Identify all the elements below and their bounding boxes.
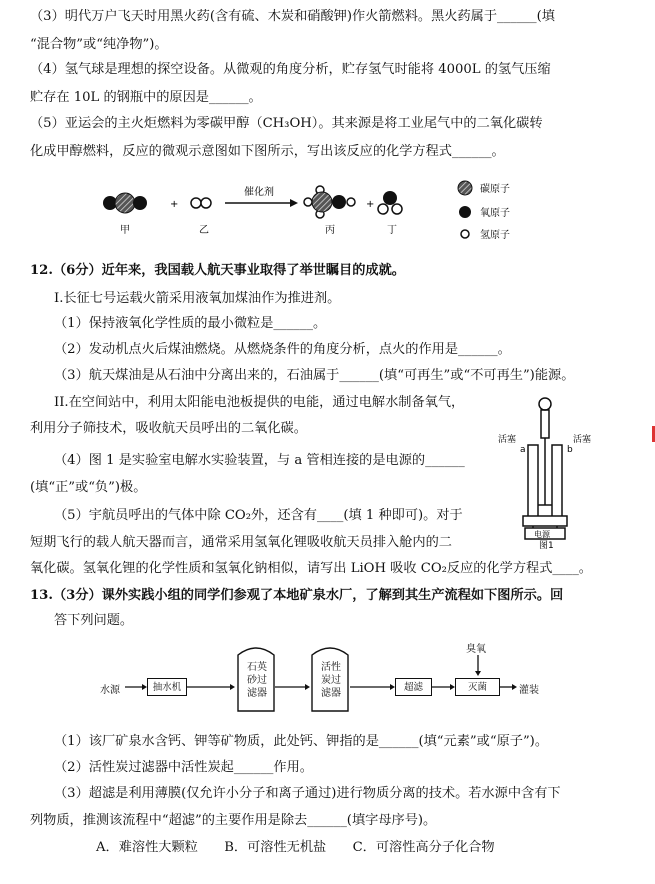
q12-2: （2）发动机点火后煤油燃烧。从燃烧条件的角度分析，点火的作用是______。: [54, 342, 511, 357]
flow-sterilize: 灭菌: [455, 678, 500, 696]
co2-molecule: [103, 193, 147, 213]
plus-1: +: [170, 199, 179, 210]
q13-3-line2: 列物质，推测该流程中“超滤”的主要作用是除去______(填字母序号)。: [30, 813, 437, 828]
h2-molecule: [191, 198, 211, 208]
q13-3-line1: （3）超滤是利用薄膜(仅允许小分子和离子通过)进行物质分离的技术。若水源中含有下: [54, 786, 561, 801]
stopcock-a-label: 活塞: [498, 435, 517, 445]
catalyst-label: 催化剂: [244, 187, 274, 198]
methanol-molecule: [304, 186, 355, 218]
q12-title: 12.（6分）近年来，我国载人航天事业取得了举世瞩目的成就。: [30, 263, 405, 278]
legend-hydrogen: 氢原子: [480, 230, 510, 241]
flow-diagram: [0, 635, 655, 725]
q12-part1: I.长征七号运载火箭采用液氧加煤油作为推进剂。: [54, 291, 341, 306]
stopcock-b-label: 活塞: [573, 435, 592, 445]
q12-3: （3）航天煤油是从石油中分离出来的，石油属于______(填“可再生”或“不可再生”)能源。: [54, 368, 575, 383]
tube-a: a: [520, 445, 526, 455]
q12-part2-line1: II.在空间站中，利用太阳能电池板提供的电能，通过电解水制备氧气，: [54, 395, 465, 410]
q11-4-line2: 贮存在 10L 的钢瓶中的原因是______。: [30, 90, 262, 105]
figure-1-caption: 图1: [539, 541, 554, 550]
flow-filling: 灌装: [519, 685, 539, 696]
flow-ultrafiltration: 超滤: [395, 678, 432, 696]
q12-5-line2: 短期飞行的载人航天器而言，通常采用氢氧化锂吸收航天员排入舱内的二: [30, 535, 452, 550]
q11-3-line1: （3）明代万户飞天时用黑火药(含有硫、木炭和硝酸钾)作火箭燃料。黑火药属于______(填: [30, 9, 555, 24]
flow-source: 水源: [100, 685, 120, 696]
q13-1: （1）该厂矿泉水含钙、钾等矿物质，此处钙、钾指的是______(填“元素”或“原子”)。: [54, 734, 549, 749]
flow-carbon-filter: 活性 炭过 滤器: [321, 662, 341, 699]
q13-title: 13.（3分）课外实践小组的同学们参观了本地矿泉水厂，了解到其生产流程如下图所示。回: [30, 588, 564, 603]
label-ding: 丁: [387, 225, 397, 236]
power-label: 电源: [534, 530, 550, 539]
flow-sand-filter: 石英 砂过 滤器: [247, 662, 267, 699]
flow-pump: 抽水机: [147, 678, 187, 696]
q12-5-line1: （5）宇航员呼出的气体中除 CO₂外，还含有____(填 1 种即可)。对于: [54, 508, 463, 523]
q12-1: （1）保持液氧化学性质的最小微粒是______。: [54, 316, 327, 331]
q12-5-line3: 氧化碳。氢氧化锂的化学性质和氢氧化钠相似，请写出 LiOH 吸收 CO₂反应的化学方程式____。: [30, 561, 592, 576]
label-yi: 乙: [199, 225, 209, 236]
q11-5-line1: （5）亚运会的主火炬燃料为零碳甲醇（CH₃OH）。其来源是将工业尾气中的二氧化碳转: [30, 116, 543, 131]
q11-5-line2: 化成甲醇燃料，反应的微观示意图如下图所示，写出该反应的化学方程式______。: [30, 144, 505, 159]
plus-2: +: [366, 199, 375, 210]
q13-title-line2: 答下列问题。: [54, 613, 134, 628]
water-molecule: [378, 191, 402, 214]
reaction-diagram: [0, 178, 655, 248]
q13-options: A．难溶性大颗粒 B．可溶性无机盐 C．可溶性高分子化合物: [96, 840, 495, 855]
q12-4-line2: (填“正”或“负”)极。: [30, 480, 147, 495]
q11-4-line1: （4）氢气球是理想的探空设备。从微观的角度分析，贮存氢气时能将 4000L 的氢气压缩: [30, 62, 551, 77]
electrolysis-apparatus: [495, 390, 625, 550]
q12-4-line1: （4）图 1 是实验室电解水实验装置，与 a 管相连接的是电源的______: [54, 453, 465, 468]
q12-part2-line2: 利用分子筛技术，吸收航天员呼出的二氧化碳。: [30, 421, 307, 436]
legend-oxygen: 氧原子: [480, 208, 510, 219]
tube-b: b: [567, 445, 573, 455]
flow-ozone: 臭氧: [466, 644, 486, 655]
q11-3-line2: “混合物”或“纯净物”)。: [30, 37, 168, 52]
label-bing: 丙: [325, 225, 335, 236]
legend-carbon: 碳原子: [480, 184, 510, 195]
q13-2: （2）活性炭过滤器中活性炭起______作用。: [54, 760, 313, 775]
label-jia: 甲: [120, 225, 130, 236]
